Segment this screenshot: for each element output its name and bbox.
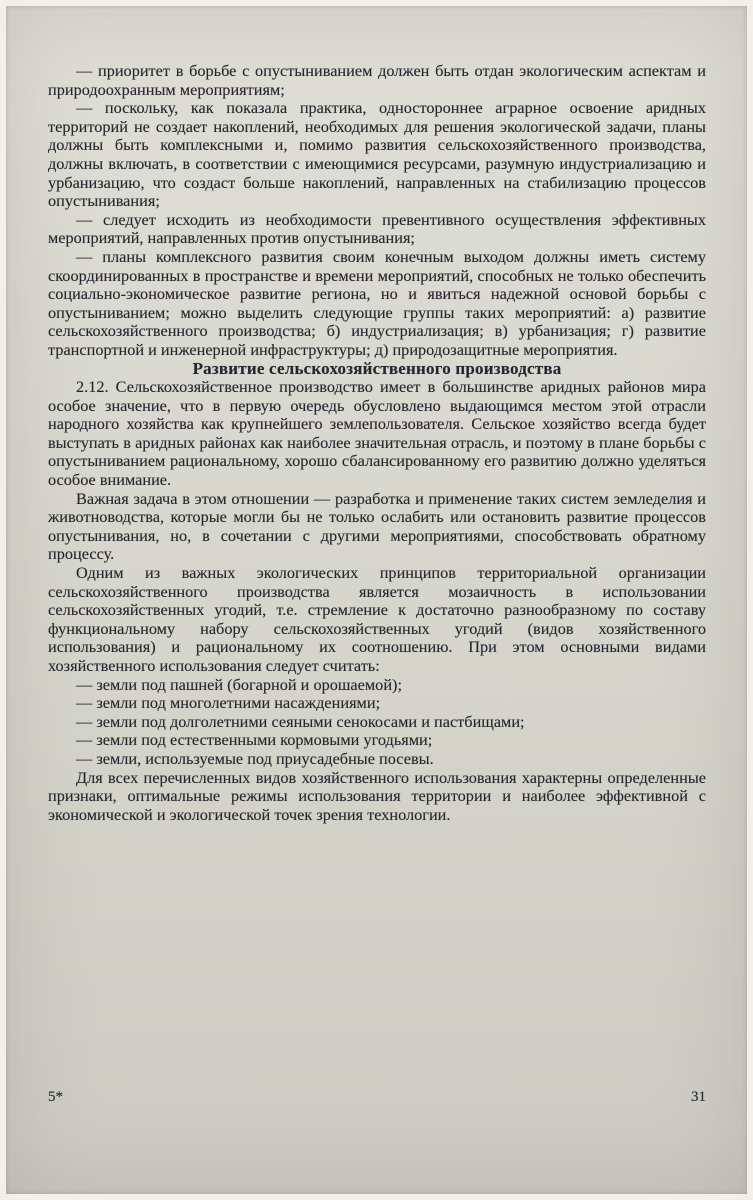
intro-item-4: — планы комплексного развития своим конечным выходом должны иметь систему скоординированных в пространстве и времени мероприятий, способных не только обеспечить социально-экономическое развитие региона, но и явиться надежной основой борьбы с опустыниванием; можно выделить следующие группы таких мероприятий: а) развитие сельскохозяйственного производства; б) индустриализация; в) урбанизация; г) развитие транспортной и инженерной инфраструктуры; д) природозащитные мероприятия. (48, 246, 706, 359)
intro-item-2: — поскольку, как показала практика, одностороннее аграрное освоение аридных территорий не создает накоплений, необходимых для решения экологической задачи, планы должны быть комплексными и, помимо развития сельскохозяйственного производства, должны включать, в соответствии с имеющимися ресурсами, разумную индустриализацию и урбанизацию, что создаст больше накоплений, направленных на стабилизацию процессов опустынивания; (48, 98, 706, 211)
printers-signature: 5* (48, 1089, 63, 1105)
land-use-item-5: — земли, используемые под приусадебные посевы. (76, 748, 434, 768)
paragraph-2-12: 2.12. Сельскохозяйственное производство имеет в большинстве аридных районов мира особое значение, что в первую очередь обусловлено выдающимся местом этой отрасли народного хозяйства как крупнейшего землепользователя. Сельское хозяйство всегда будет выступать в аридных районах как наиболее значительная отрасль, и поэтому в плане борьбы с опустыниванием рациональному, хорошо сбалансированному его развитию должно уделяться особое внимание. (48, 377, 706, 490)
land-use-item-1: — земли под пашней (богарной и орошаемой); (76, 674, 402, 694)
page-number: 31 (691, 1089, 706, 1105)
paper-surface (6, 6, 747, 1194)
land-use-item-2: — земли под многолетними насаждениями; (76, 693, 381, 713)
land-use-item-4: — земли под естественными кормовыми угодьями; (76, 730, 433, 750)
section-heading: Развитие сельскохозяйственного производства (192, 358, 562, 378)
page-footer (48, 1089, 706, 1106)
closing-paragraph: Для всех перечисленных видов хозяйственного использования характерны определенные признаки, оптимальные режимы использования территории и наиболее эффективной с экономической и экологической точек зрения технологии. (48, 767, 706, 824)
land-use-item-3: — земли под долголетними сеяными сенокосами и пастбищами; (76, 711, 525, 731)
page-body-text (48, 62, 706, 824)
paragraph: Одним из важных экологических принципов территориальной организации сельскохозяйственного производства является мозаичность в использовании сельскохозяйственных угодий, т.е. стремление к достаточно разнообразному по составу функциональному набору сельскохозяйственных угодий (видов хозяйственного использования) и рациональному их соотношению. При этом основными видами хозяйственного использования следует считать: (48, 563, 706, 675)
paragraph: Важная задача в этом отношении — разработка и применение таких систем земледелия и животноводства, которые могли бы не только ослабить или остановить развитие процессов опустынивания, но, в сочетании с другими мероприятиями, способствовать обратному процессу. (48, 488, 706, 564)
intro-item-3: — следует исходить из необходимости превентивного осуществления эффективных мероприятий, направленных против опустынивания; (48, 209, 706, 248)
intro-item-1: — приоритет в борьбе с опустыниванием должен быть отдан экологическим аспектам и природоохранным мероприятиям; (48, 61, 706, 99)
